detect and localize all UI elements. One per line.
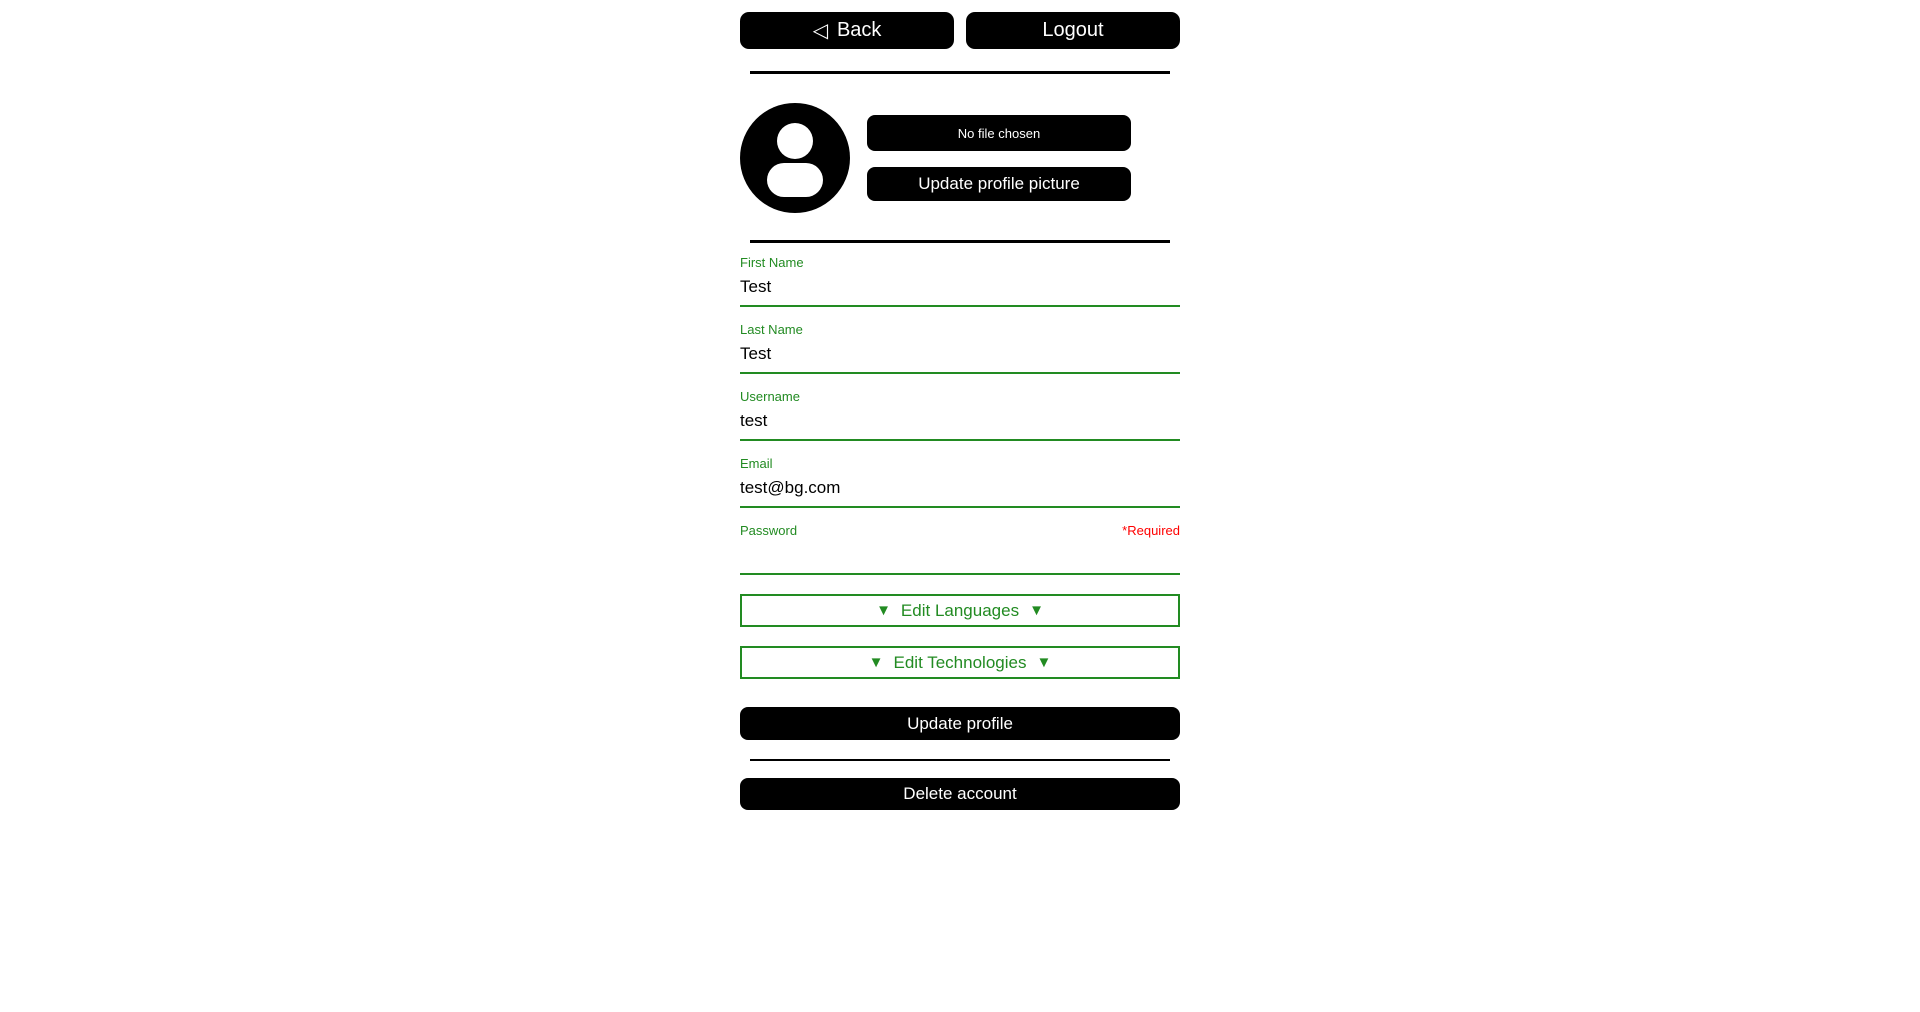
profile-picture-section [740,103,1180,213]
divider-danger [750,759,1170,761]
avatar [740,103,850,213]
logout-button[interactable] [966,12,1180,49]
profile-page [740,0,1180,810]
email-label: Email [740,456,773,471]
delete-account-button[interactable]: Delete account [740,778,1180,810]
edit-technologies-button[interactable] [740,646,1180,679]
field-email [740,456,1180,508]
dropdown-icon: ▼ [876,602,891,619]
first-name-input[interactable] [740,274,1180,300]
back-button[interactable] [740,12,954,49]
update-profile-button[interactable]: Update profile [740,707,1180,740]
logout-button-label: Logout [1042,19,1104,41]
back-triangle-icon: ◁ [812,20,828,42]
edit-technologies-label: Edit Technologies [893,652,1027,672]
field-username [740,389,1180,441]
file-input-button[interactable]: No file chosen [867,115,1131,151]
last-name-input[interactable] [740,341,1180,367]
last-name-label: Last Name [740,322,803,337]
divider-avatar [750,240,1170,243]
field-first-name [740,255,1180,307]
dropdown-icon: ▼ [868,654,884,671]
edit-languages-button[interactable] [740,594,1180,627]
password-input[interactable] [740,542,1180,568]
username-input[interactable] [740,408,1180,434]
picture-buttons [867,115,1131,201]
dropdown-icon: ▼ [1036,654,1052,671]
password-label: Password [740,523,798,538]
username-label: Username [740,389,800,404]
dropdown-icon: ▼ [1029,602,1044,619]
person-icon [740,103,850,213]
field-last-name [740,322,1180,374]
update-picture-button[interactable]: Update profile picture [867,167,1131,201]
password-required-note: *Required [1122,523,1180,538]
email-input[interactable] [740,475,1180,501]
profile-form [740,255,1180,740]
field-password [740,523,1180,575]
toolbar [740,12,1180,49]
back-button-label: Back [836,19,882,41]
first-name-label: First Name [740,255,804,270]
edit-languages-label: Edit Languages [900,600,1020,620]
divider-top [750,71,1170,74]
